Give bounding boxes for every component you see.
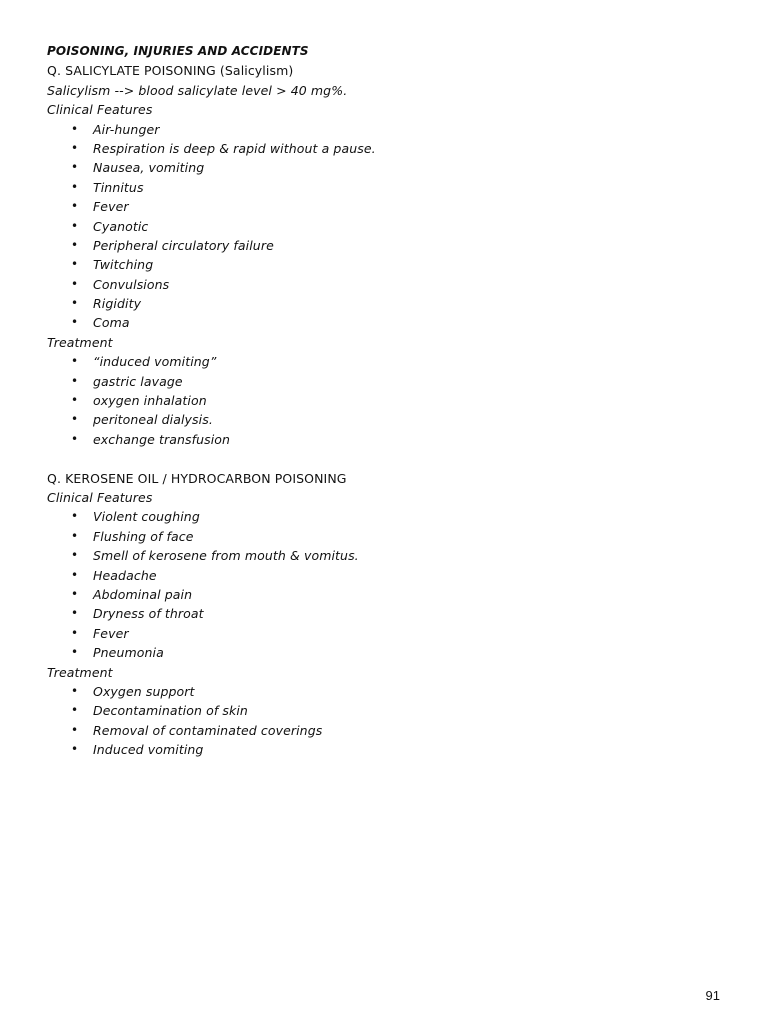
list-item-text: Decontamination of skin — [93, 703, 248, 719]
list-item — [47, 120, 737, 139]
bullet-icon: • — [71, 509, 79, 524]
bullet-icon: • — [71, 722, 79, 737]
bullet-icon: • — [71, 431, 79, 446]
list-item-text: Twitching — [93, 257, 154, 273]
list-item-text: Violent coughing — [93, 509, 200, 525]
bullet-icon: • — [71, 586, 79, 601]
list-item — [47, 255, 737, 274]
list-item-text: Convulsions — [93, 276, 170, 292]
section-spacer — [47, 449, 737, 468]
list-item — [47, 604, 737, 623]
list-item — [47, 643, 737, 662]
bullet-icon: • — [71, 199, 79, 214]
list-item — [47, 178, 737, 197]
bullet-icon: • — [71, 373, 79, 388]
bullet-icon: • — [71, 548, 79, 563]
list-item — [47, 740, 737, 759]
section2-treatment-list — [47, 682, 737, 760]
bullet-icon: • — [71, 528, 79, 543]
page-number: 91 — [705, 988, 720, 1003]
bullet-icon: • — [71, 742, 79, 757]
list-item-text: Cyanotic — [93, 218, 149, 234]
list-item-text: Air-hunger — [93, 121, 160, 137]
bullet-icon: • — [71, 296, 79, 311]
list-item — [47, 507, 737, 526]
list-item — [47, 275, 737, 294]
list-item-text: gastric lavage — [93, 373, 183, 389]
bullet-icon: • — [71, 645, 79, 660]
list-item-text: “induced vomiting” — [93, 354, 217, 370]
bullet-icon: • — [71, 140, 79, 155]
list-item-text: Headache — [93, 567, 157, 583]
section1-treatment-list — [47, 352, 737, 449]
bullet-icon: • — [71, 179, 79, 194]
list-item-text: oxygen inhalation — [93, 393, 207, 409]
section2-features-label: Clinical Features — [47, 489, 153, 505]
list-item-text: Removal of contaminated coverings — [93, 722, 323, 738]
bullet-icon: • — [71, 625, 79, 640]
list-item — [47, 217, 737, 236]
list-item — [47, 585, 737, 604]
bullet-icon: • — [71, 703, 79, 718]
list-item — [47, 682, 737, 701]
list-item-text: Nausea, vomiting — [93, 160, 205, 176]
list-item — [47, 139, 737, 158]
bullet-icon: • — [71, 121, 79, 136]
list-item — [47, 294, 737, 313]
section1-treatment-label: Treatment — [47, 334, 113, 350]
list-item — [47, 236, 737, 255]
list-item — [47, 624, 737, 643]
list-item-text: Flushing of face — [93, 528, 194, 544]
list-item-text: exchange transfusion — [93, 431, 231, 447]
list-item — [47, 352, 737, 371]
list-item-text: Rigidity — [93, 296, 142, 312]
list-item — [47, 313, 737, 332]
bullet-icon: • — [71, 315, 79, 330]
bullet-icon: • — [71, 354, 79, 369]
list-item — [47, 566, 737, 585]
section1-definition: Salicylism --> blood salicylate level > 40 mg%. — [47, 82, 348, 98]
main-title: POISONING, INJURIES AND ACCIDENTS — [47, 44, 309, 58]
list-item — [47, 158, 737, 177]
list-item-text: Coma — [93, 315, 130, 331]
bullet-icon: • — [71, 683, 79, 698]
list-item — [47, 430, 737, 449]
list-item — [47, 701, 737, 720]
section2-title: Q. KEROSENE OIL / HYDROCARBON POISONING — [47, 470, 347, 486]
list-item-text: peritoneal dialysis. — [93, 412, 213, 428]
bullet-icon: • — [71, 160, 79, 175]
list-item-text: Induced vomiting — [93, 742, 204, 758]
list-item — [47, 546, 737, 565]
list-item-text: Fever — [93, 199, 129, 215]
list-item — [47, 372, 737, 391]
list-item-text: Smell of kerosene from mouth & vomitus. — [93, 548, 359, 564]
list-item — [47, 410, 737, 429]
list-item — [47, 527, 737, 546]
list-item — [47, 721, 737, 740]
section2-features-list — [47, 507, 737, 662]
bullet-icon: • — [71, 218, 79, 233]
bullet-icon: • — [71, 257, 79, 272]
bullet-icon: • — [71, 237, 79, 252]
section1-features-label: Clinical Features — [47, 102, 153, 118]
list-item-text: Tinnitus — [93, 179, 144, 195]
list-item-text: Oxygen support — [93, 683, 195, 699]
bullet-icon: • — [71, 412, 79, 427]
list-item-text: Pneumonia — [93, 645, 164, 661]
section2-treatment-label: Treatment — [47, 664, 113, 680]
section1-features-list — [47, 120, 737, 333]
list-item-text: Abdominal pain — [93, 586, 193, 602]
bullet-icon: • — [71, 567, 79, 582]
list-item-text: Fever — [93, 625, 129, 641]
document-page — [47, 42, 737, 759]
list-item — [47, 391, 737, 410]
bullet-icon: • — [71, 276, 79, 291]
list-item — [47, 197, 737, 216]
bullet-icon: • — [71, 606, 79, 621]
list-item-text: Peripheral circulatory failure — [93, 237, 274, 253]
list-item-text: Respiration is deep & rapid without a pause. — [93, 140, 376, 156]
bullet-icon: • — [71, 393, 79, 408]
section1-title: Q. SALICYLATE POISONING (Salicylism) — [47, 63, 294, 79]
list-item-text: Dryness of throat — [93, 606, 204, 622]
